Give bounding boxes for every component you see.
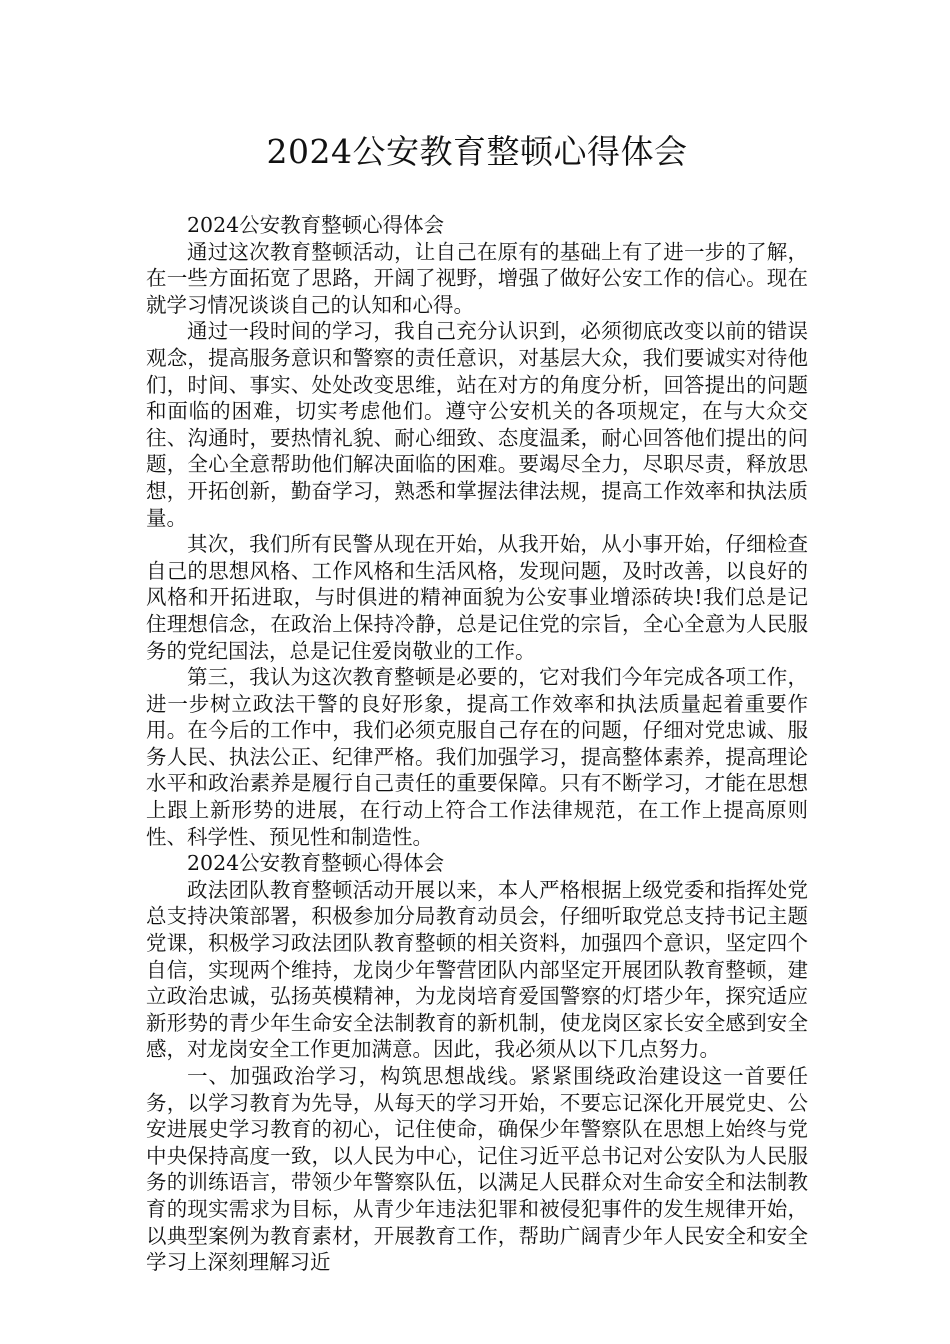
section-heading: 2024公安教育整顿心得体会 <box>187 213 445 237</box>
section-heading: 2024公安教育整顿心得体会 <box>187 851 445 876</box>
paragraph: 一、加强政治学习，构筑思想战线。紧紧围绕政治建设这一首要任务，以学习教育为先导，从每天的学习开始，不要忘记深化开展党史、公安进展史学习教育的初心，记住使命，确保少年警察队在思想上始终与党中央保持高度一致，以人民为中心，记住习近平总书记对公安队为人民服务的训练语言，带领少年警察队伍，以满足人民群众对生命安全和法制教育的现实需求为目标，从青少年违法犯罪和被侵犯事件的发生规律开始，以典型案例为教育素材，开展教育工作，帮助广阔青少年人民安全和安全学习上深刻理解习近 <box>146 1064 808 1275</box>
paragraph: 政法团队教育整顿活动开展以来，本人严格根据上级党委和指挥处党总支持决策部署，积极参加分局教育动员会，仔细听取党总支持书记主题党课，积极学习政法团队教育整顿的相关资料，加强四个意识，坚定四个自信，实现两个维持，龙岗少年警营团队内部坚定开展团队教育整顿，建立政治忠诚，弘扬英模精神，为龙岗培育爱国警察的灯塔少年，探究适应新形势的青少年生命安全法制教育的新机制，使龙岗区家长安全感到安全感，对龙岗安全工作更加满意。因此，我必须从以下几点努力。 <box>146 877 808 1062</box>
paragraph: 通过一段时间的学习，我自己充分认识到，必须彻底改变以前的错误观念，提高服务意识和警察的责任意识，对基层大众，我们要诚实对待他们，时间、事实、处处改变思维，站在对方的角度分析，回答提出的问题和面临的困难，切实考虑他们。遵守公安机关的各项规定，在与大众交往、沟通时，要热情礼貌、耐心细致、态度温柔，耐心回答他们提出的问题，全心全意帮助他们解决面临的困难。要竭尽全力，尽职尽责，释放思想，开拓创新，勤奋学习，熟悉和掌握法律法规，提高工作效率和执法质量。 <box>146 319 808 530</box>
document-title: 2024公安教育整顿心得体会 <box>266 132 688 171</box>
document-page <box>146 118 808 1276</box>
paragraph: 第三，我认为这次教育整顿是必要的，它对我们今年完成各项工作，进一步树立政法干警的良好形象，提高工作效率和执法质量起着重要作用。在今后的工作中，我们必须克服自己存在的问题，仔细对党忠诚、服务人民、执法公正、纪律严格。我们加强学习，提高整体素养，提高理论水平和政治素养是履行自己责任的重要保障。只有不断学习，才能在思想上跟上新形势的进展，在行动上符合工作法律规范，在工作上提高原则性、科学性、预见性和制造性。 <box>146 665 808 849</box>
paragraph: 通过这次教育整顿活动，让自己在原有的基础上有了进一步的了解，在一些方面拓宽了思路，开阔了视野，增强了做好公安工作的信心。现在就学习情况谈谈自己的认知和心得。 <box>146 239 808 317</box>
paragraph: 其次，我们所有民警从现在开始，从我开始，从小事开始，仔细检查自己的思想风格、工作风格和生活风格，发现问题，及时改善，以良好的风格和开拓进取，与时俱进的精神面貌为公安事业增添砖块!我们总是记住理想信念，在政治上保持冷静，总是记住党的宗旨，全心全意为人民服务的党纪国法，总是记住爱岗敬业的工作。 <box>146 532 808 663</box>
